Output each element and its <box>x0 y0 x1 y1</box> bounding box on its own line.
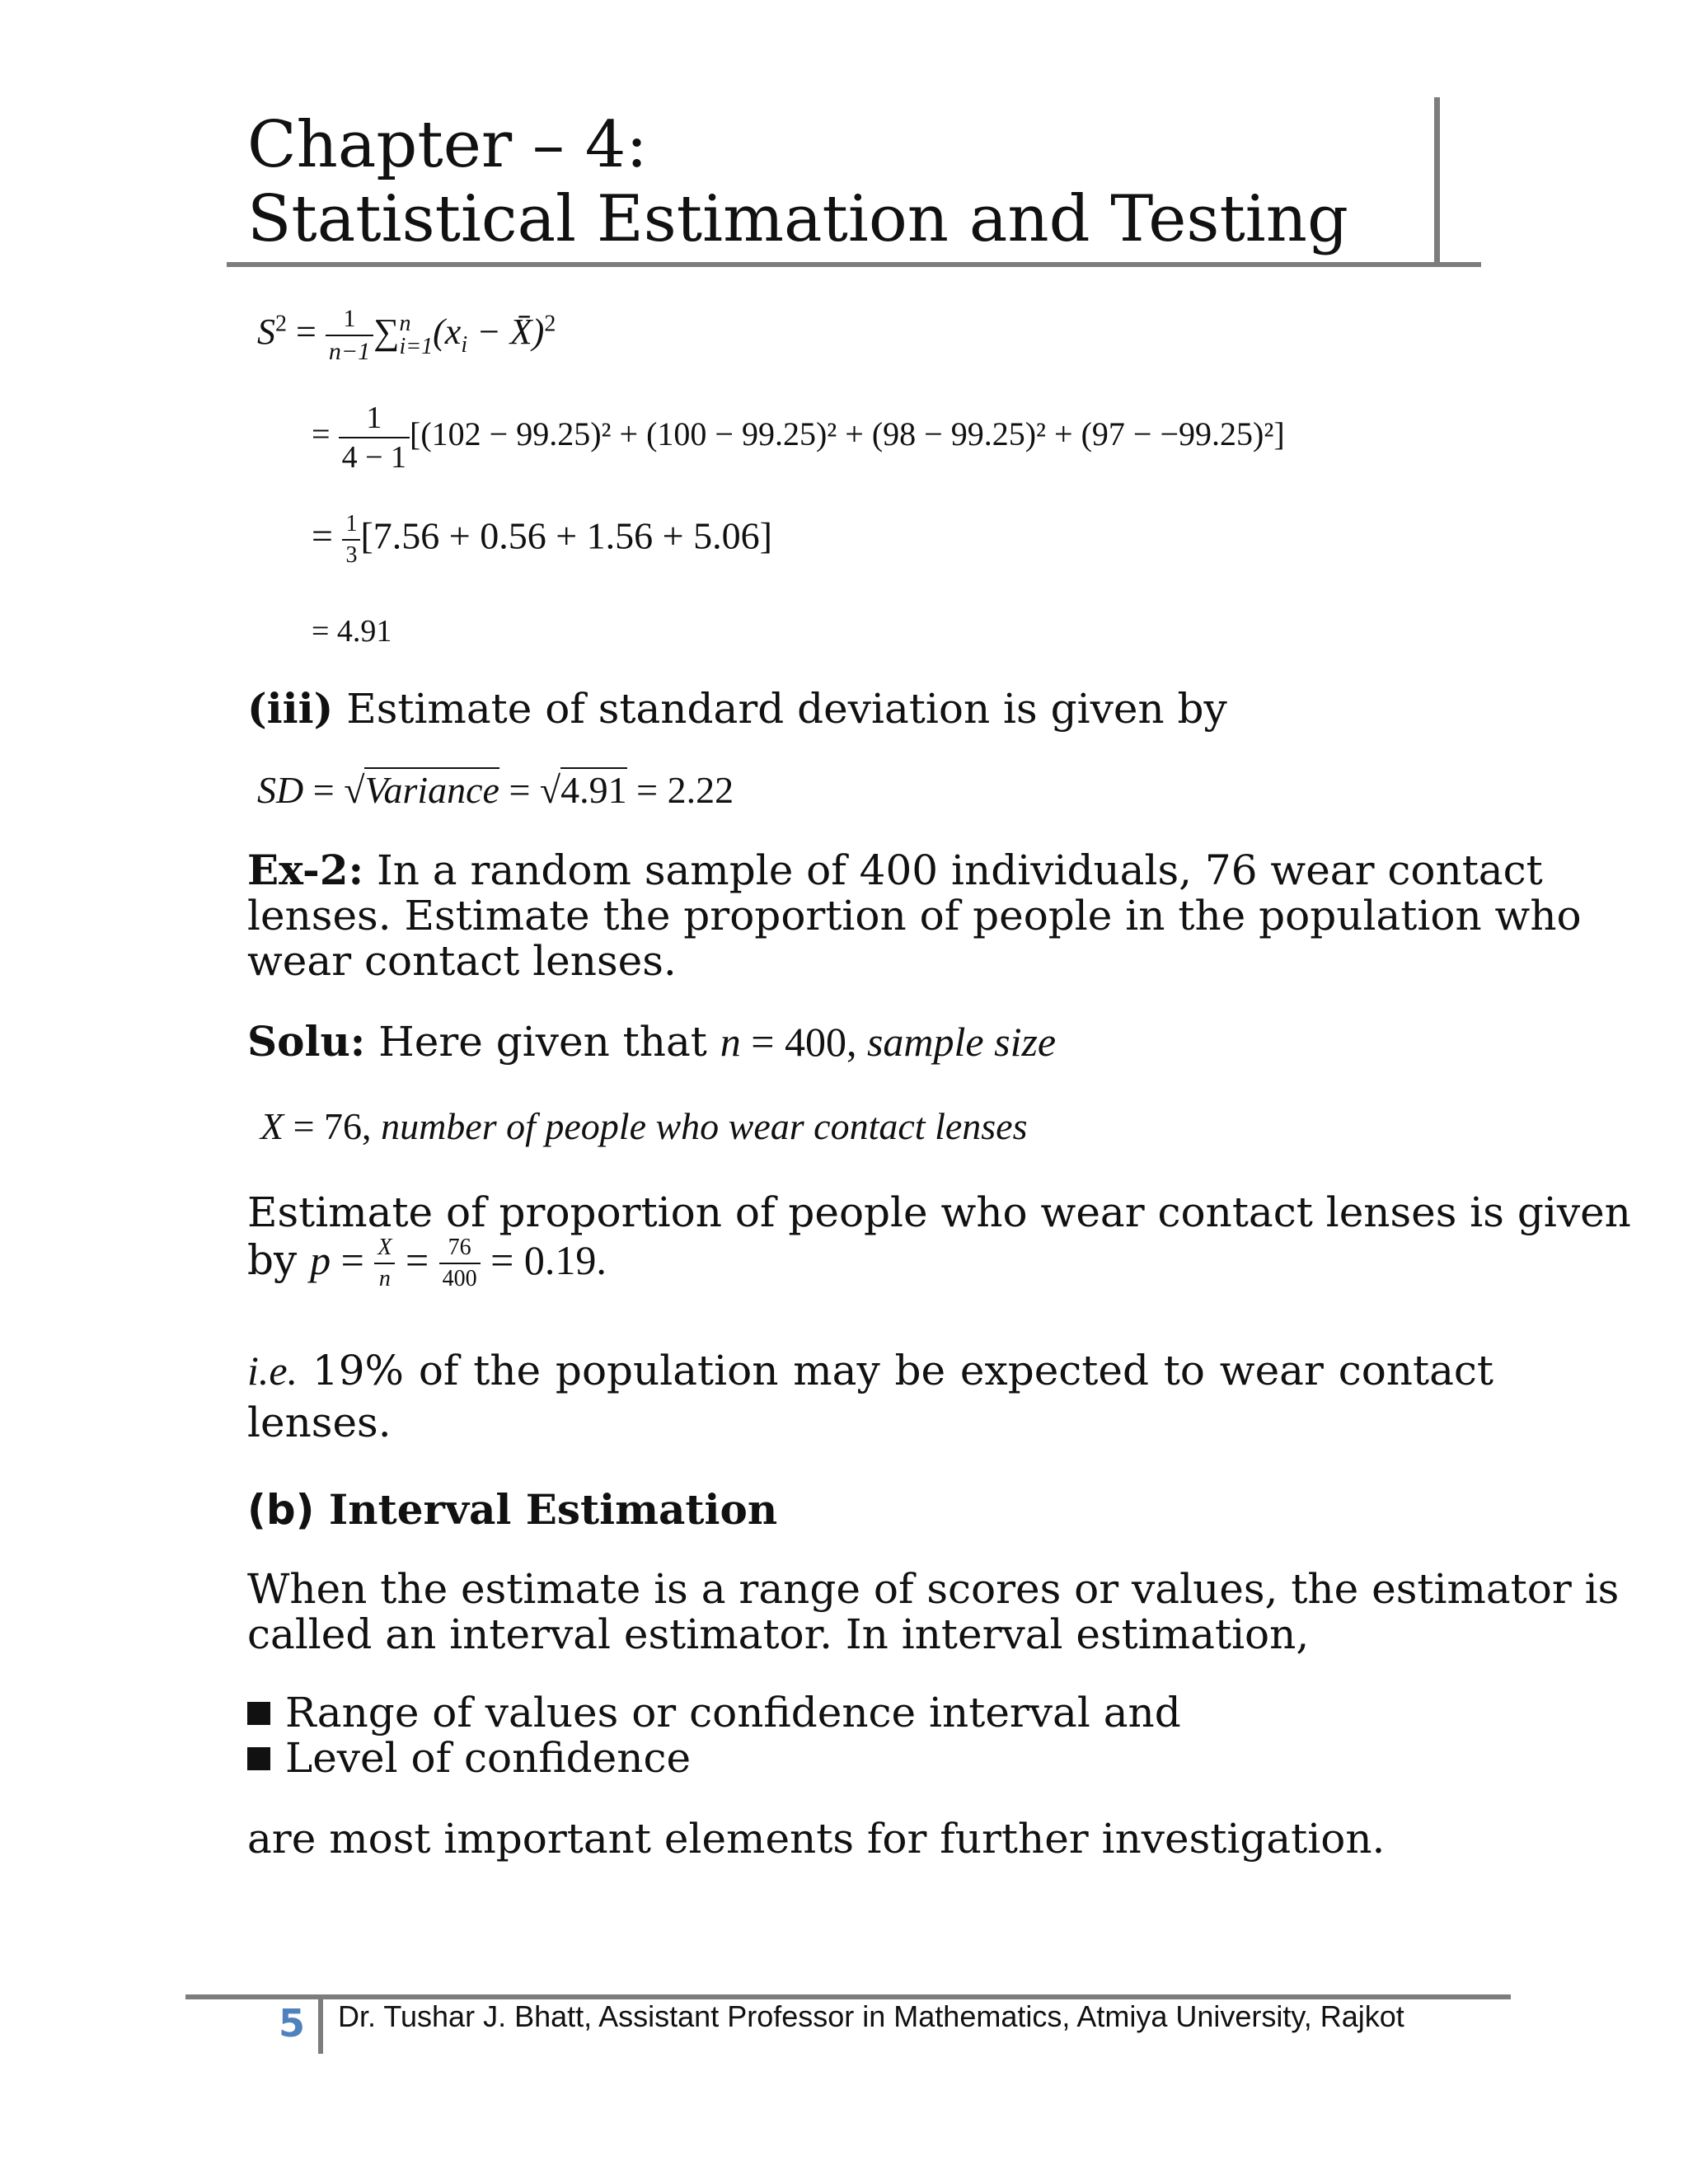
footer-vertical-rule <box>318 1994 323 2054</box>
ex2-line-2: lenses. Estimate the proportion of people in the population who <box>247 892 1582 940</box>
variance-step-3: = $\frac{1}{3}$ [7.56 + 0.56 + 1.56 + 5.06] <box>312 511 772 568</box>
square-bullet-icon <box>247 1702 270 1725</box>
header-rule <box>227 262 1481 267</box>
ie-line-1: i.e. 19% of the population may be expected to wear contact <box>247 1347 1493 1394</box>
sd-heading: (iii) Estimate of standard deviation is given by <box>247 684 1227 733</box>
chapter-label: Chapter – 4: <box>247 108 648 182</box>
footer-author: Dr. Tushar J. Bhatt, Assistant Professor in Mathematics, Atmiya University, Rajkot <box>338 1999 1404 2033</box>
closing-line: are most important elements for further investigation. <box>247 1815 1386 1863</box>
variance-step-2: = $\frac{1}{4 - 1}$ [(102 − 99.25)² + (100 − 99.25)² + (98 − 99.25)² + (97 − −99.25)²] <box>312 401 1285 475</box>
estimate-line-1: Estimate of proportion of people who wear contact lenses is given <box>247 1188 1631 1236</box>
bullet-item-1: Range of values or confidence interval and <box>247 1690 1181 1736</box>
interval-para-line-1: When the estimate is a range of scores or values, the estimator is <box>247 1565 1620 1613</box>
variance-fraction: $\frac{1}{n-1}$ <box>326 307 373 364</box>
x-definition: X = 76, number of people who wear contact lenses <box>260 1105 1028 1147</box>
ex2-line-3: wear contact lenses. <box>247 937 677 985</box>
ie-line-2: lenses. <box>247 1399 392 1446</box>
estimate-line-2: by p = $\frac{X}{n}$ = $\frac{76}{400}$ = 0.19. <box>247 1235 607 1291</box>
chapter-title: Statistical Estimation and Testing <box>247 182 1348 256</box>
ex2-line-1: Ex-2: In a random sample of 400 individuals, 76 wear contact <box>247 846 1543 894</box>
header-vertical-rule <box>1434 97 1440 267</box>
bullet-item-2: Level of confidence <box>247 1735 691 1781</box>
variance-result: = 4.91 <box>312 614 392 649</box>
sd-formula: SD = √Variance = √4.91 = 2.22 <box>257 769 734 811</box>
solution-line: Solu: Here given that n = 400, sample size <box>247 1017 1057 1066</box>
interval-heading: (b) Interval Estimation <box>247 1485 778 1534</box>
variance-formula: $S^2$ = $\frac{1}{n-1}$ ∑ n i=1 ($x_i$ − X̄)$^2$ <box>257 305 556 365</box>
page-number: 5 <box>279 2001 306 2046</box>
interval-para-line-2: called an interval estimator. In interval estimation, <box>247 1610 1310 1658</box>
square-bullet-icon <box>247 1747 270 1770</box>
